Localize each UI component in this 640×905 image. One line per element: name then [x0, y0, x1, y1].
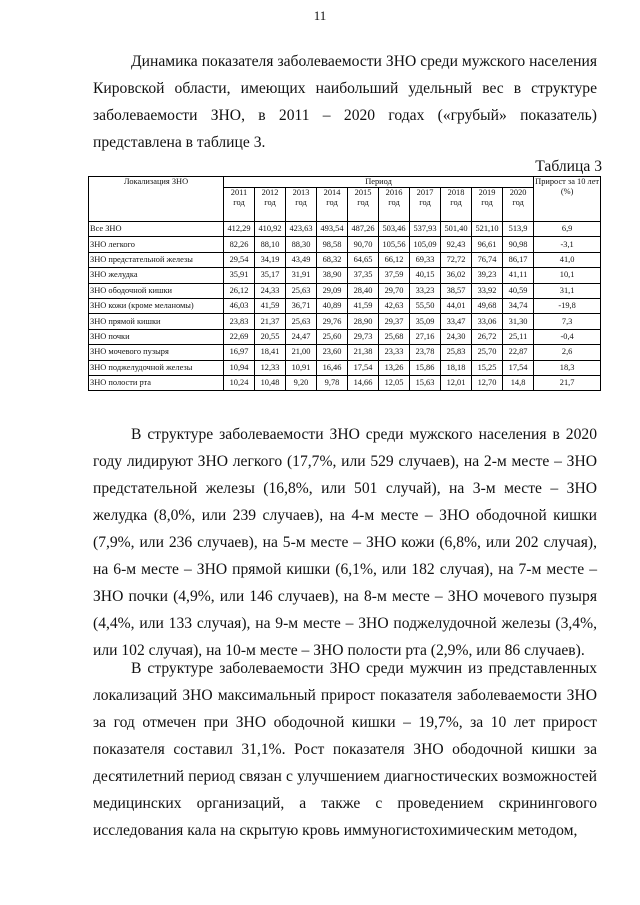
value-cell: 15,63 — [410, 375, 441, 390]
value-cell: 40,59 — [503, 283, 534, 298]
year-header — [224, 188, 255, 222]
year-header — [472, 188, 503, 222]
value-cell: 21,38 — [348, 345, 379, 360]
growth-cell: 7,3 — [534, 314, 601, 329]
value-cell: 501,40 — [441, 222, 472, 237]
year-header — [255, 188, 286, 222]
value-cell: 34,19 — [255, 252, 286, 267]
year-header — [503, 188, 534, 222]
value-cell: 39,23 — [472, 268, 503, 283]
value-cell: 21,37 — [255, 314, 286, 329]
value-cell: 12,05 — [379, 375, 410, 390]
table-body — [89, 222, 601, 391]
value-cell: 25,70 — [472, 345, 503, 360]
intro-paragraph: Динамика показателя заболеваемости ЗНО среди мужского населения Кировской области, имеющих наибольший удельный вес в структуре заболеваемости ЗНО, в 2011 – 2020 годах («грубый» показатель) представлена в таблице 3. — [93, 53, 597, 151]
year-label: 2020 — [509, 188, 527, 197]
value-cell: 12,70 — [472, 375, 503, 390]
value-cell: 503,46 — [379, 222, 410, 237]
value-cell: 96,61 — [472, 237, 503, 252]
value-cell: 28,90 — [348, 314, 379, 329]
value-cell: 22,69 — [224, 329, 255, 344]
year-suffix: год — [388, 198, 400, 207]
value-cell: 68,32 — [317, 252, 348, 267]
value-cell: 20,55 — [255, 329, 286, 344]
value-cell: 513,9 — [503, 222, 534, 237]
growth-cell: 31,1 — [534, 283, 601, 298]
value-cell: 69,33 — [410, 252, 441, 267]
value-cell: 34,74 — [503, 298, 534, 313]
row-label: ЗНО легкого — [89, 237, 224, 252]
row-label: ЗНО кожи (кроме меланомы) — [89, 298, 224, 313]
paragraph-ranking: В структуре заболеваемости ЗНО среди мужского населения в 2020 году лидируют ЗНО легкого (17,7%, или 529 случаев), на 2-м месте – ЗНО предстательной железы (16,8%, или 501 случай), на 3-м месте – ЗНО желудка (8,0%, или 239 случаев), на 4-м месте – ЗНО ободочной кишки (7,9%, или 236 случаев), на 5-м месте – ЗНО кожи (6,8%, или 202 случая), на 6-м месте – ЗНО прямой кишки (6,1%, или 182 случая), на 7-м месте – ЗНО почки (4,9%, или 146 случаев), на 8-м месте – ЗНО мочевого пузыря (4,4%, или 133 случая), на 9-м месте – ЗНО поджелудочной железы (3,4%, или 102 случая), на 10-м месте – ЗНО полости рта (2,9%, или 86 случаев). — [93, 426, 597, 659]
table-row — [89, 329, 601, 344]
value-cell: 22,87 — [503, 345, 534, 360]
row-label: ЗНО желудка — [89, 268, 224, 283]
year-header — [317, 188, 348, 222]
year-label: 2015 — [354, 188, 372, 197]
incidence-table — [88, 176, 601, 391]
value-cell: 21,00 — [286, 345, 317, 360]
page-number: 11 — [313, 8, 327, 23]
value-cell: 25,63 — [286, 283, 317, 298]
year-suffix: год — [481, 198, 493, 207]
growth-cell: 2,6 — [534, 345, 601, 360]
value-cell: 410,92 — [255, 222, 286, 237]
value-cell: 49,68 — [472, 298, 503, 313]
value-cell: 29,76 — [317, 314, 348, 329]
value-cell: 44,01 — [441, 298, 472, 313]
value-cell: 33,06 — [472, 314, 503, 329]
value-cell: 42,63 — [379, 298, 410, 313]
year-label: 2019 — [478, 188, 496, 197]
value-cell: 66,12 — [379, 252, 410, 267]
value-cell: 29,54 — [224, 252, 255, 267]
value-cell: 35,09 — [410, 314, 441, 329]
table-row — [89, 298, 601, 313]
value-cell: 10,94 — [224, 360, 255, 375]
year-header — [379, 188, 410, 222]
value-cell: 27,16 — [410, 329, 441, 344]
value-cell: 14,66 — [348, 375, 379, 390]
year-suffix: год — [357, 198, 369, 207]
value-cell: 12,01 — [441, 375, 472, 390]
value-cell: 105,09 — [410, 237, 441, 252]
value-cell: 17,54 — [348, 360, 379, 375]
growth-cell: 10,1 — [534, 268, 601, 283]
year-suffix: год — [419, 198, 431, 207]
year-suffix: год — [512, 198, 524, 207]
value-cell: 24,30 — [441, 329, 472, 344]
value-cell: 35,17 — [255, 268, 286, 283]
growth-cell: 41,0 — [534, 252, 601, 267]
value-cell: 16,97 — [224, 345, 255, 360]
value-cell: 37,59 — [379, 268, 410, 283]
value-cell: 29,73 — [348, 329, 379, 344]
year-suffix: год — [264, 198, 276, 207]
value-cell: 16,46 — [317, 360, 348, 375]
row-label: ЗНО прямой кишки — [89, 314, 224, 329]
table-header-row — [89, 177, 601, 188]
value-cell: 23,60 — [317, 345, 348, 360]
value-cell: 55,50 — [410, 298, 441, 313]
value-cell: 31,91 — [286, 268, 317, 283]
value-cell: 23,33 — [379, 345, 410, 360]
value-cell: 14,8 — [503, 375, 534, 390]
value-cell: 40,15 — [410, 268, 441, 283]
value-cell: 17,54 — [503, 360, 534, 375]
value-cell: 10,48 — [255, 375, 286, 390]
year-header — [441, 188, 472, 222]
value-cell: 88,30 — [286, 237, 317, 252]
value-cell: 29,70 — [379, 283, 410, 298]
value-cell: 41,59 — [255, 298, 286, 313]
value-cell: 92,43 — [441, 237, 472, 252]
value-cell: 487,26 — [348, 222, 379, 237]
paragraph-growth: В структуре заболеваемости ЗНО среди мужчин из представленных локализаций ЗНО максимальный прирост показателя заболеваемости ЗНО за год отмечен при ЗНО ободочной кишки – 19,7%, за 10 лет прирост показателя составил 31,1%. Рост показателя ЗНО ободочной кишки за десятилетний период связан с улучшением диагностических возможностей медицинских организаций, а также с проведением скринингового исследования кала на скрытую кровь иммуногистохимическим методом, — [93, 660, 597, 839]
value-cell: 25,60 — [317, 329, 348, 344]
value-cell: 37,35 — [348, 268, 379, 283]
table-row — [89, 222, 601, 237]
value-cell: 9,78 — [317, 375, 348, 390]
table-row — [89, 283, 601, 298]
year-suffix: год — [295, 198, 307, 207]
value-cell: 10,91 — [286, 360, 317, 375]
growth-cell: 18,3 — [534, 360, 601, 375]
value-cell: 29,37 — [379, 314, 410, 329]
value-cell: 31,30 — [503, 314, 534, 329]
year-suffix: год — [233, 198, 245, 207]
value-cell: 493,54 — [317, 222, 348, 237]
value-cell: 25,68 — [379, 329, 410, 344]
year-header — [410, 188, 441, 222]
growth-cell: 6,9 — [534, 222, 601, 237]
year-label: 2017 — [416, 188, 434, 197]
value-cell: 26,12 — [224, 283, 255, 298]
value-cell: 90,98 — [503, 237, 534, 252]
value-cell: 72,72 — [441, 252, 472, 267]
value-cell: 33,23 — [410, 283, 441, 298]
year-header — [348, 188, 379, 222]
value-cell: 35,91 — [224, 268, 255, 283]
value-cell: 33,92 — [472, 283, 503, 298]
table-row — [89, 252, 601, 267]
row-label: Все ЗНО — [89, 222, 224, 237]
value-cell: 29,09 — [317, 283, 348, 298]
value-cell: 46,03 — [224, 298, 255, 313]
header-localization: Локализация ЗНО — [89, 177, 224, 222]
value-cell: 9,20 — [286, 375, 317, 390]
value-cell: 33,47 — [441, 314, 472, 329]
table-caption: Таблица 3 — [535, 158, 602, 175]
table-row — [89, 345, 601, 360]
value-cell: 28,40 — [348, 283, 379, 298]
value-cell: 41,59 — [348, 298, 379, 313]
table-row — [89, 237, 601, 252]
year-header — [286, 188, 317, 222]
value-cell: 423,63 — [286, 222, 317, 237]
row-label: ЗНО мочевого пузыря — [89, 345, 224, 360]
value-cell: 86,17 — [503, 252, 534, 267]
value-cell: 25,83 — [441, 345, 472, 360]
row-label: ЗНО ободочной кишки — [89, 283, 224, 298]
value-cell: 18,18 — [441, 360, 472, 375]
value-cell: 24,33 — [255, 283, 286, 298]
value-cell: 412,29 — [224, 222, 255, 237]
table-row — [89, 375, 601, 390]
growth-cell: -0,4 — [534, 329, 601, 344]
value-cell: 12,33 — [255, 360, 286, 375]
value-cell: 23,78 — [410, 345, 441, 360]
year-label: 2014 — [323, 188, 341, 197]
row-label: ЗНО полости рта — [89, 375, 224, 390]
value-cell: 25,11 — [503, 329, 534, 344]
year-suffix: год — [326, 198, 338, 207]
value-cell: 38,57 — [441, 283, 472, 298]
row-label: ЗНО почки — [89, 329, 224, 344]
value-cell: 105,56 — [379, 237, 410, 252]
value-cell: 90,70 — [348, 237, 379, 252]
value-cell: 64,65 — [348, 252, 379, 267]
header-growth: Прирост за 10 лет (%) — [534, 177, 601, 222]
growth-cell: -3,1 — [534, 237, 601, 252]
value-cell: 26,72 — [472, 329, 503, 344]
value-cell: 36,71 — [286, 298, 317, 313]
value-cell: 98,58 — [317, 237, 348, 252]
year-label: 2018 — [447, 188, 465, 197]
table-row — [89, 314, 601, 329]
year-label: 2012 — [261, 188, 279, 197]
value-cell: 24,47 — [286, 329, 317, 344]
value-cell: 15,25 — [472, 360, 503, 375]
table-row — [89, 360, 601, 375]
value-cell: 82,26 — [224, 237, 255, 252]
value-cell: 76,74 — [472, 252, 503, 267]
value-cell: 40,89 — [317, 298, 348, 313]
row-label: ЗНО предстательной железы — [89, 252, 224, 267]
value-cell: 10,24 — [224, 375, 255, 390]
header-period: Период — [224, 177, 534, 188]
value-cell: 43,49 — [286, 252, 317, 267]
value-cell: 15,86 — [410, 360, 441, 375]
value-cell: 25,63 — [286, 314, 317, 329]
year-label: 2011 — [230, 188, 248, 197]
value-cell: 38,90 — [317, 268, 348, 283]
value-cell: 88,10 — [255, 237, 286, 252]
table-row — [89, 268, 601, 283]
value-cell: 18,41 — [255, 345, 286, 360]
year-label: 2016 — [385, 188, 403, 197]
row-label: ЗНО поджелудочной железы — [89, 360, 224, 375]
value-cell: 13,26 — [379, 360, 410, 375]
growth-cell: -19,8 — [534, 298, 601, 313]
year-suffix: год — [450, 198, 462, 207]
year-label: 2013 — [292, 188, 310, 197]
value-cell: 36,02 — [441, 268, 472, 283]
value-cell: 521,10 — [472, 222, 503, 237]
value-cell: 537,93 — [410, 222, 441, 237]
value-cell: 23,83 — [224, 314, 255, 329]
growth-cell: 21,7 — [534, 375, 601, 390]
value-cell: 41,11 — [503, 268, 534, 283]
